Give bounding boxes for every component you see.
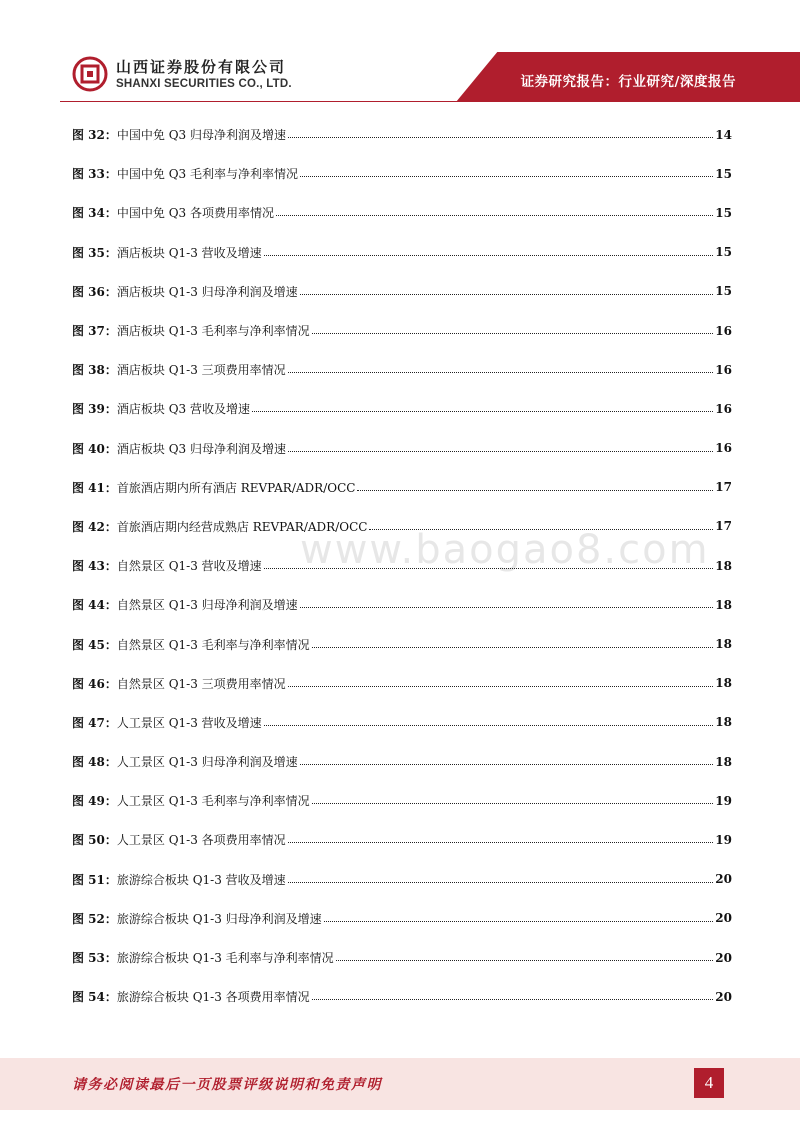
toc-entry-label: 图 48： <box>72 755 117 770</box>
toc-entry-label: 图 34： <box>72 206 117 221</box>
toc-entry-title: 自然景区 Q1-3 营收及增速 <box>116 559 262 574</box>
toc-dot-leader <box>312 647 714 648</box>
toc-entry-page: 14 <box>715 127 732 142</box>
toc-dot-leader <box>276 215 713 216</box>
toc-entry[interactable] <box>72 820 732 859</box>
toc-entry-page: 18 <box>715 558 732 573</box>
toc-entry-page: 20 <box>715 950 732 965</box>
toc-entry-page: 20 <box>715 911 732 926</box>
toc-dot-leader <box>369 529 713 530</box>
toc-entry-label: 图 47： <box>72 715 117 730</box>
toc-entry-title: 酒店板块 Q1-3 毛利率与净利率情况 <box>116 324 310 339</box>
toc-entry-label: 图 46： <box>72 676 117 691</box>
toc-entry-label: 图 41： <box>72 480 117 495</box>
toc-dot-leader <box>264 255 714 256</box>
toc-entry[interactable] <box>72 389 732 428</box>
toc-entry-page: 15 <box>715 166 732 181</box>
toc-entry-page: 19 <box>715 832 732 847</box>
toc-entry-title: 首旅酒店期内经营成熟店 REVPAR/ADR/OCC <box>116 519 368 534</box>
toc-dot-leader <box>312 333 714 334</box>
toc-entry-label: 图 35： <box>72 245 117 260</box>
toc-entry-page: 17 <box>715 519 732 534</box>
toc-entry-label: 图 54： <box>72 990 117 1005</box>
toc-entry-label: 图 42： <box>72 519 117 534</box>
toc-entry-page: 18 <box>715 676 732 691</box>
toc-entry-page: 15 <box>715 245 732 260</box>
toc-dot-leader <box>288 686 714 687</box>
toc-entry-title: 酒店板块 Q3 营收及增速 <box>116 402 250 417</box>
toc-entry-title: 旅游综合板块 Q1-3 各项费用率情况 <box>116 990 310 1005</box>
toc-entry[interactable] <box>72 429 732 468</box>
toc-entry-title: 人工景区 Q1-3 归母净利润及增速 <box>116 755 298 770</box>
company-name-cn: 山西证券股份有限公司 <box>116 58 287 76</box>
toc-entry-title: 旅游综合板块 Q1-3 归母净利润及增速 <box>116 911 322 926</box>
toc-entry-page: 18 <box>715 715 732 730</box>
toc-dot-leader <box>288 372 714 373</box>
toc-entry-title: 自然景区 Q1-3 毛利率与净利率情况 <box>116 637 310 652</box>
disclaimer-notice: 请务必阅读最后一页股票评级说明和免责声明 <box>72 1077 382 1093</box>
toc-entry-page: 18 <box>715 597 732 612</box>
toc-dot-leader <box>288 137 713 138</box>
toc-entry-page: 20 <box>715 989 732 1004</box>
toc-entry-page: 16 <box>715 401 732 416</box>
toc-entry-label: 图 49： <box>72 794 117 809</box>
toc-dot-leader <box>336 960 714 961</box>
toc-entry-label: 图 36： <box>72 284 117 299</box>
toc-entry[interactable] <box>72 624 732 663</box>
company-name-en: SHANXI SECURITIES CO., LTD. <box>116 78 292 90</box>
toc-entry[interactable] <box>72 115 732 154</box>
toc-entry[interactable] <box>72 742 732 781</box>
toc-entry[interactable] <box>72 585 732 624</box>
toc-entry-label: 图 39： <box>72 402 117 417</box>
toc-entry-label: 图 53： <box>72 951 117 966</box>
toc-entry-page: 19 <box>715 793 732 808</box>
toc-entry-label: 图 50： <box>72 833 117 848</box>
toc-entry-label: 图 45： <box>72 637 117 652</box>
toc-entry[interactable] <box>72 468 732 507</box>
toc-entry-title: 自然景区 Q1-3 三项费用率情况 <box>116 676 286 691</box>
page-header <box>0 0 800 102</box>
header-divider <box>60 101 800 102</box>
toc-entry-label: 图 37： <box>72 324 117 339</box>
toc-entry[interactable] <box>72 507 732 546</box>
toc-entry-label: 图 52： <box>72 911 117 926</box>
toc-entry-page: 16 <box>715 441 732 456</box>
toc-dot-leader <box>300 294 714 295</box>
toc-entry[interactable] <box>72 938 732 977</box>
toc-entry[interactable] <box>72 193 732 232</box>
toc-entry-label: 图 40： <box>72 441 117 456</box>
toc-entry-label: 图 44： <box>72 598 117 613</box>
toc-entry-page: 16 <box>715 362 732 377</box>
toc-entry-title: 酒店板块 Q1-3 营收及增速 <box>116 245 262 260</box>
toc-entry-title: 人工景区 Q1-3 各项费用率情况 <box>116 833 286 848</box>
toc-entry-title: 酒店板块 Q3 归母净利润及增速 <box>116 441 286 456</box>
toc-dot-leader <box>324 921 714 922</box>
toc-dot-leader <box>264 568 714 569</box>
toc-dot-leader <box>312 999 714 1000</box>
toc-entry-page: 15 <box>715 205 732 220</box>
toc-entry-title: 酒店板块 Q1-3 三项费用率情况 <box>116 363 286 378</box>
toc-entry-label: 图 32： <box>72 128 117 143</box>
toc-dot-leader <box>288 451 713 452</box>
toc-entry-page: 18 <box>715 754 732 769</box>
toc-entry-title: 旅游综合板块 Q1-3 营收及增速 <box>116 872 286 887</box>
toc-entry-title: 首旅酒店期内所有酒店 REVPAR/ADR/OCC <box>116 480 356 495</box>
toc-entry[interactable] <box>72 272 732 311</box>
toc-dot-leader <box>300 764 714 765</box>
toc-entry-title: 酒店板块 Q1-3 归母净利润及增速 <box>116 284 298 299</box>
page-number: 4 <box>694 1068 724 1098</box>
toc-entry[interactable] <box>72 311 732 350</box>
toc-dot-leader <box>288 882 714 883</box>
toc-entry-label: 图 33： <box>72 167 117 182</box>
toc-entry-page: 18 <box>715 637 732 652</box>
toc-entry-label: 图 43： <box>72 559 117 574</box>
toc-entry-title: 人工景区 Q1-3 营收及增速 <box>116 715 262 730</box>
toc-entry[interactable] <box>72 546 732 585</box>
toc-entry-title: 旅游综合板块 Q1-3 毛利率与净利率情况 <box>116 951 334 966</box>
report-type: 证券研究报告：行业研究/深度报告 <box>520 74 736 90</box>
toc-entry-page: 16 <box>715 323 732 338</box>
toc-entry-title: 中国中免 Q3 各项费用率情况 <box>116 206 274 221</box>
toc-dot-leader <box>252 411 713 412</box>
toc-dot-leader <box>300 176 713 177</box>
toc-entry-label: 图 51： <box>72 872 117 887</box>
toc-dot-leader <box>288 842 714 843</box>
toc-entry[interactable] <box>72 860 732 899</box>
toc-entry[interactable] <box>72 703 732 742</box>
toc-entry[interactable] <box>72 781 732 820</box>
toc-dot-leader <box>264 725 714 726</box>
shanxi-securities-logo-icon <box>72 56 108 92</box>
toc-entry-page: 17 <box>715 480 732 495</box>
figure-list <box>72 115 732 1016</box>
toc-entry-page: 20 <box>715 872 732 887</box>
toc-dot-leader <box>357 490 713 491</box>
toc-entry[interactable] <box>72 664 732 703</box>
toc-entry-title: 自然景区 Q1-3 归母净利润及增速 <box>116 598 298 613</box>
toc-entry[interactable] <box>72 977 732 1016</box>
toc-dot-leader <box>300 607 714 608</box>
toc-entry-title: 中国中免 Q3 毛利率与净利率情况 <box>116 167 298 182</box>
toc-entry[interactable] <box>72 154 732 193</box>
toc-dot-leader <box>312 803 714 804</box>
toc-entry-title: 人工景区 Q1-3 毛利率与净利率情况 <box>116 794 310 809</box>
toc-entry[interactable] <box>72 899 732 938</box>
toc-entry-title: 中国中免 Q3 归母净利润及增速 <box>116 128 286 143</box>
toc-entry[interactable] <box>72 350 732 389</box>
watermark: www.baogao8.com <box>300 527 710 573</box>
toc-entry-page: 15 <box>715 284 732 299</box>
toc-entry-label: 图 38： <box>72 363 117 378</box>
toc-entry[interactable] <box>72 233 732 272</box>
